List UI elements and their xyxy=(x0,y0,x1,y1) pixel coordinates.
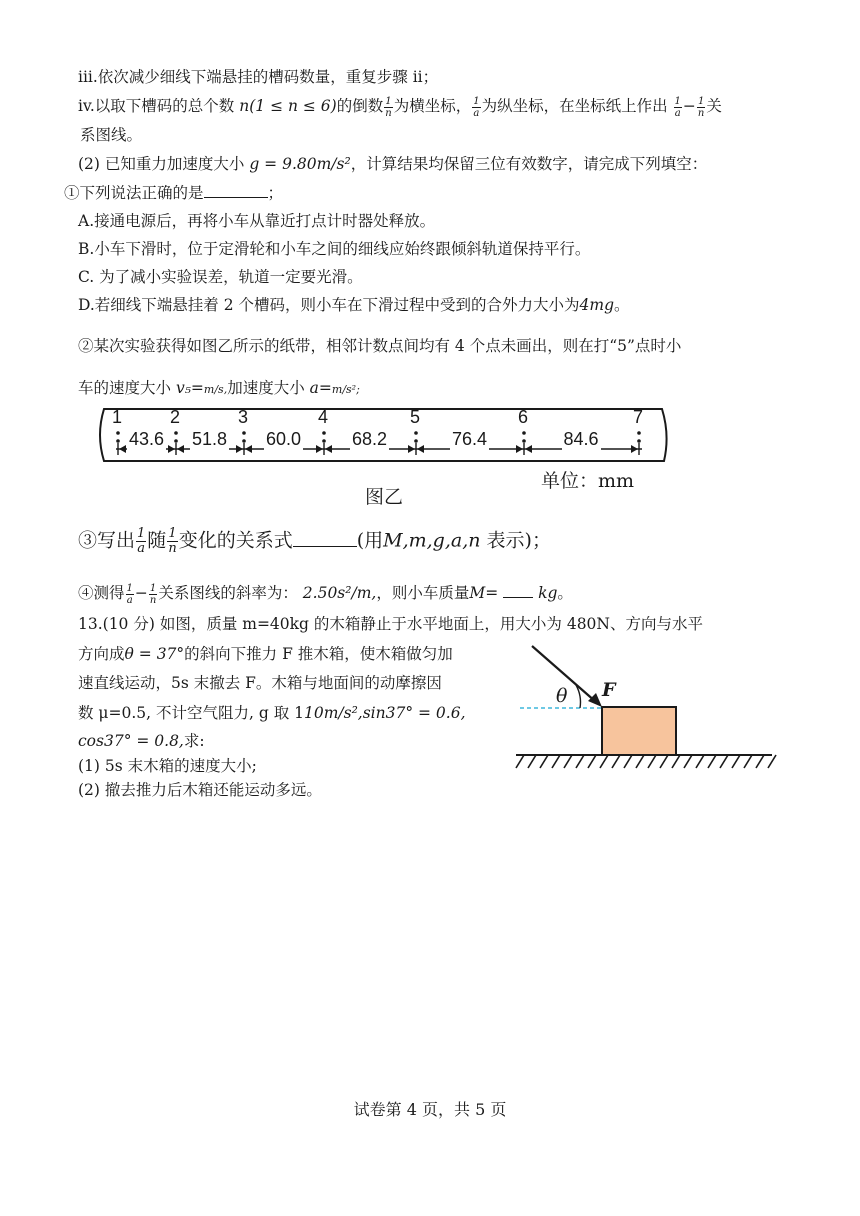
option-c-text: C. 为了减小实验误差，轨道一定要光滑。 xyxy=(78,268,363,286)
mass-symbol: M= xyxy=(469,584,499,602)
question-13-part2 xyxy=(78,779,322,801)
tape-dot xyxy=(116,439,120,443)
tape-dot xyxy=(637,431,641,435)
q2-3-text-a: ③写出 xyxy=(78,529,136,552)
tape-point-label: 2 xyxy=(170,407,181,427)
question-2-2-cont xyxy=(78,377,360,401)
option-b-text: B.小车下滑时，位于定滑轮和小车之间的细线应始终跟倾斜轨道保持平行。 xyxy=(78,240,591,258)
step-iv-text-e: 为纵坐标，在坐标纸上作出 xyxy=(481,97,668,115)
question-13-line3 xyxy=(78,672,442,694)
question-13-part1 xyxy=(78,755,257,777)
tape-arrowhead xyxy=(316,445,323,453)
tape-dot xyxy=(522,431,526,435)
option-c xyxy=(78,266,363,288)
step-iii xyxy=(78,66,438,88)
option-d-end: 。 xyxy=(614,296,630,314)
q2-3-variables: M,m,g,a,n xyxy=(383,529,481,552)
tape-arrowhead xyxy=(168,445,175,453)
fraction-1-over-n-3: $\frac{1}{n}$ xyxy=(168,526,177,556)
minus-sign: − xyxy=(682,97,696,115)
tape-point-label: 4 xyxy=(318,407,329,427)
q2-3-text-d: (用 xyxy=(356,529,384,552)
question-13 xyxy=(78,613,703,635)
tape-dot xyxy=(242,431,246,435)
page-footer: 试卷第 4 页，共 5 页 xyxy=(353,1100,507,1119)
tape-arrowhead xyxy=(236,445,243,453)
step-iv-text-d: 为横坐标， xyxy=(393,97,472,115)
q13-constants: 10m/s²,sin37° = 0.6, xyxy=(303,704,466,722)
tape-arrowhead xyxy=(631,445,638,453)
tape-point-label: 7 xyxy=(633,407,644,427)
tape-unit-label: 单位：mm xyxy=(541,470,635,492)
mass-blank xyxy=(503,583,533,598)
velocity-unit: m/s, xyxy=(203,383,228,396)
question-2-4 xyxy=(78,582,573,606)
option-a-text: A.接通电源后，再将小车从靠近打点计时器处释放。 xyxy=(78,212,436,230)
tape-point-label: 3 xyxy=(238,407,249,427)
step-iv-n-range: n(1 ≤ n ≤ 6) xyxy=(239,97,337,115)
q2-2-text-a: ②某次实验获得如图乙所示的纸带，相邻计数点间均有 4 个点未画出，则在打“5”点时小 xyxy=(78,337,682,355)
fraction-1-over-a-4: $\frac{1}{a}$ xyxy=(126,582,133,606)
fraction-1-over-a: $\frac{1}{a}$ xyxy=(473,95,480,119)
step-iii-text: iii.依次减少细线下端悬挂的槽码数量，重复步骤 ii； xyxy=(78,68,439,86)
tape-dot xyxy=(322,431,326,435)
question-13-line5 xyxy=(78,730,205,752)
tape-dot xyxy=(414,431,418,435)
q2-text-c: ，计算结果均保留三位有效数字，请完成下列填空： xyxy=(350,155,708,173)
option-d xyxy=(78,294,630,316)
tape-dot xyxy=(322,439,326,443)
minus-sign-2: − xyxy=(134,584,148,602)
tape-arrowhead xyxy=(408,445,415,453)
option-d-force: 4mg xyxy=(579,296,615,314)
q13-cos: cos37° = 0.8, xyxy=(78,732,184,750)
fraction-1-over-a-2: $\frac{1}{a}$ xyxy=(674,95,681,119)
tape-dot xyxy=(174,439,178,443)
q2-3-text-c: 变化的关系式 xyxy=(178,529,293,552)
force-diagram xyxy=(510,640,780,775)
q2-4-end: 。 xyxy=(557,584,573,602)
tape-segment-length: 43.6 xyxy=(129,429,165,449)
tape-segment-length: 60.0 xyxy=(266,429,302,449)
step-iv-text-c: 的倒数 xyxy=(336,97,384,115)
figure-caption: 图乙 xyxy=(365,486,404,508)
tape-point-label: 6 xyxy=(518,407,529,427)
q2-1-end: ； xyxy=(267,184,284,202)
answer-blank xyxy=(204,183,268,198)
tape-arrowhead xyxy=(325,445,332,453)
option-a xyxy=(78,210,435,232)
q2-4-text-d: ，则小车质量 xyxy=(376,584,470,602)
q13-text-i: 求: xyxy=(183,732,205,750)
tape-arrowhead xyxy=(177,445,184,453)
step-iv-cont xyxy=(80,124,142,146)
relation-blank xyxy=(293,528,357,547)
tape-dot xyxy=(522,439,526,443)
step-iv-text-g: 系图线。 xyxy=(80,126,143,144)
question-2-3 xyxy=(78,527,551,556)
question-2-2 xyxy=(78,335,681,357)
step-iv-text-a: iv.以取下槽码的总个数 xyxy=(78,97,235,115)
acceleration-symbol: a= xyxy=(309,379,332,397)
question-2-intro xyxy=(78,153,707,175)
q2-1-text: ①下列说法正确的是 xyxy=(64,184,204,202)
q13-text-e: 速直线运动，5s 末撤去 F。木箱与地面间的动摩擦因 xyxy=(78,674,442,692)
q2-2-text-e: 加速度大小 xyxy=(227,379,305,397)
tape-point-label: 5 xyxy=(410,407,421,427)
velocity-symbol: v₅= xyxy=(175,379,204,397)
q2-2-text-b: 车的速度大小 xyxy=(78,379,172,397)
question-2-1 xyxy=(64,182,283,204)
q13-angle: θ = 37° xyxy=(124,645,185,663)
box-force-svg xyxy=(510,640,780,775)
tape-segment-length: 84.6 xyxy=(563,429,599,449)
tape-dot xyxy=(414,439,418,443)
q2-gravity-value: g = 9.80m/s² xyxy=(249,155,351,173)
tape-arrowhead xyxy=(119,445,126,453)
q13-text-b: 方向成 xyxy=(78,645,125,663)
q2-4-text-b: 关系图线的斜率为： xyxy=(158,584,298,602)
step-iv-text-f: 关 xyxy=(706,97,722,115)
tape-arrowhead xyxy=(516,445,523,453)
q13-text-f: 数 μ=0.5, 不计空气阻力, g 取 1 xyxy=(78,704,304,722)
tape-arrowhead xyxy=(417,445,424,453)
tape-dot xyxy=(242,439,246,443)
tape-segment-length: 68.2 xyxy=(352,429,388,449)
fraction-1-over-n-4: $\frac{1}{n}$ xyxy=(149,582,157,606)
tape-segment-length: 51.8 xyxy=(192,429,228,449)
acceleration-unit: m/s²; xyxy=(331,383,360,396)
q2-4-text-a: ④测得 xyxy=(78,584,125,602)
force-label: F xyxy=(602,679,616,701)
q2-text-a: (2) 已知重力加速度大小 xyxy=(78,155,245,173)
tape-dot xyxy=(637,439,641,443)
force-arrowhead xyxy=(588,693,602,707)
q2-3-text-b: 随 xyxy=(147,529,167,552)
tape-segment-length: 76.4 xyxy=(452,429,488,449)
q2-3-text-f: 表示)； xyxy=(486,529,551,552)
q13-text-a: 13.(10 分) 如图，质量 m=40kg 的木箱静止于水平地面上，用大小为 480N、方向与水平 xyxy=(78,615,703,633)
wooden-box xyxy=(602,707,676,755)
question-13-line2 xyxy=(78,643,453,665)
q13-part1-text: (1) 5s 末木箱的速度大小; xyxy=(78,757,257,775)
slope-value: 2.50s²/m, xyxy=(302,584,377,602)
mass-unit: kg xyxy=(538,584,558,602)
tape-arrowhead xyxy=(525,445,532,453)
question-13-line4 xyxy=(78,702,466,724)
fraction-1-over-n: $\frac{1}{n}$ xyxy=(385,95,392,119)
option-b xyxy=(78,238,590,260)
q13-part2-text: (2) 撤去推力后木箱还能运动多远。 xyxy=(78,781,322,799)
q13-text-d: 的斜向下推力 F 推木箱，使木箱做匀加 xyxy=(184,645,453,663)
tape-arrowhead xyxy=(245,445,252,453)
step-iv xyxy=(78,95,722,119)
option-d-text-a: D.若细线下端悬挂着 2 个槽码，则小车在下滑过程中受到的合外力大小为 xyxy=(78,296,580,314)
fraction-1-over-a-3: $\frac{1}{a}$ xyxy=(137,526,146,556)
fraction-1-over-n-2: $\frac{1}{n}$ xyxy=(697,95,705,119)
tape-dot xyxy=(174,431,178,435)
paper-tape-figure xyxy=(96,403,672,467)
ground-hatching xyxy=(516,755,776,768)
tape-dot xyxy=(116,431,120,435)
tape-point-label: 1 xyxy=(112,407,123,427)
theta-label: θ xyxy=(556,685,568,707)
